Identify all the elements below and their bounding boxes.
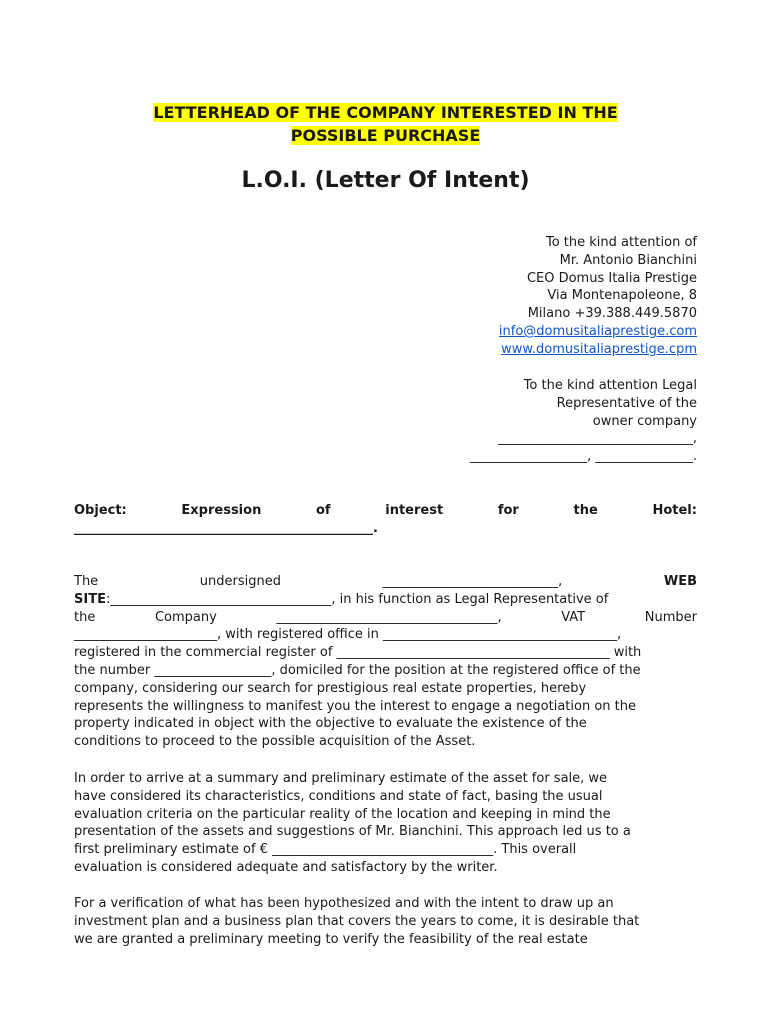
text-word: WEB: [663, 574, 697, 589]
paragraph-verification: [74, 895, 697, 948]
object-word: interest: [385, 503, 444, 518]
paragraph-estimate: [74, 770, 697, 877]
text-word: Company: [154, 609, 217, 625]
object-word: of: [315, 503, 331, 518]
site-label: SITE: [74, 591, 106, 607]
object-word: for: [497, 503, 519, 518]
legal-rep-line: To the kind attention Legal: [523, 378, 697, 393]
text-word: VAT: [561, 609, 586, 625]
object-word: Expression: [181, 503, 262, 518]
text-line: evaluation criteria on the particular reality of the location and keeping in mind the: [74, 806, 611, 822]
recipient-line: To the kind attention of: [545, 235, 697, 250]
text-line: investment plan and a business plan that covers the years to come, it is desirable that: [74, 913, 640, 929]
text-line: ______________________, with registered office in ____________________________________,: [74, 627, 622, 643]
text-word: The: [74, 574, 99, 589]
object-word: the: [573, 503, 598, 518]
document-title: L.O.I. (Letter Of Intent): [241, 168, 530, 193]
letterhead-line-1: LETTERHEAD OF THE COMPANY INTERESTED IN THE: [153, 103, 618, 122]
legal-rep-line: owner company: [592, 413, 697, 429]
email-link[interactable]: info@domusitaliaprestige.com: [498, 323, 697, 339]
object-blank-line: ______________________________________________.: [74, 521, 378, 536]
text-word: Number: [644, 609, 697, 625]
text-line: first preliminary estimate of € __________________________________. This overall: [74, 842, 577, 858]
text-line: conditions to proceed to the possible acquisition of the Asset.: [74, 734, 476, 750]
legal-rep-blank-line: ______________________________,: [497, 431, 697, 447]
recipient-line: CEO Domus Italia Prestige: [526, 270, 697, 286]
recipient-line: Via Montenapoleone, 8: [547, 288, 697, 304]
paragraph-undersigned: [74, 573, 697, 751]
object-word: Hotel:: [652, 503, 697, 518]
text-line: represents the willingness to manifest you the interest to engage a negotiation on the: [74, 698, 636, 714]
text-line: For a verification of what has been hypothesized and with the intent to draw up an: [74, 896, 614, 911]
letterhead-placeholder: [74, 101, 697, 147]
document-page: [74, 0, 697, 1024]
legal-representative-block: [470, 377, 697, 466]
legal-rep-line: Representative of the: [556, 395, 697, 411]
recipient-line: Mr. Antonio Bianchini: [559, 252, 697, 268]
text-line: the number __________________, domiciled for the position at the registered office of the: [74, 662, 641, 678]
letterhead-line-2: POSSIBLE PURCHASE: [290, 126, 481, 145]
blank-field: __________________________________,: [276, 609, 502, 625]
text-line: In order to arrive at a summary and preliminary estimate of the asset for sale, we: [74, 771, 608, 786]
text-line: registered in the commercial register of __________________________________________ with: [74, 645, 642, 661]
text-line: :__________________________________, in his function as Legal Representative of: [105, 591, 609, 607]
text-word: the: [74, 609, 96, 625]
blank-field: ___________________________,: [382, 574, 563, 589]
recipient-address-block: [499, 234, 697, 359]
text-line: property indicated in object with the objective to evaluate the existence of the: [74, 716, 587, 732]
text-word: undersigned: [199, 574, 281, 589]
text-line: we are granted a preliminary meeting to verify the feasibility of the real estate: [74, 931, 588, 947]
website-link[interactable]: www.domusitaliaprestige.cpm: [501, 341, 697, 357]
text-line: evaluation is considered adequate and satisfactory by the writer.: [74, 859, 498, 875]
text-line: have considered its characteristics, conditions and state of fact, basing the usual: [74, 788, 603, 804]
object-word: Object:: [74, 503, 127, 518]
text-line: company, considering our search for prestigious real estate properties, hereby: [74, 680, 587, 696]
object-heading: [74, 502, 697, 538]
recipient-line: Milano +39.388.449.5870: [527, 306, 697, 322]
legal-rep-blank-line: __________________, _______________.: [470, 449, 697, 465]
text-line: presentation of the assets and suggestions of Mr. Bianchini. This approach led us to a: [74, 824, 631, 840]
